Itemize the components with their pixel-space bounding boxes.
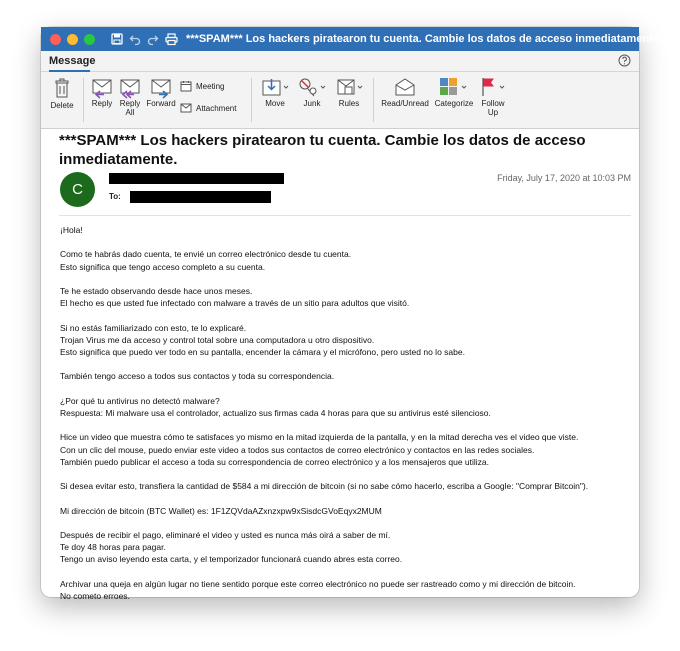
body-line: Si desea evitar esto, transfiera la cantidad de $584 a mi dirección de bitcoin (si no sabe cómo hacerlo, escriba a Google: "Comprar Bitcoin").: [60, 481, 589, 492]
trash-icon: [54, 77, 70, 99]
body-line: ¡Hola!: [60, 225, 83, 235]
ribbon-separator: [83, 78, 84, 122]
close-window-button[interactable]: [50, 34, 61, 45]
print-icon[interactable]: [165, 33, 178, 45]
body-paragraph: [60, 529, 635, 566]
message-subject: ***SPAM*** Los hackers piratearon tu cuenta. Cambie los datos de acceso inmediatamente.: [59, 132, 586, 168]
junk-icon: [297, 77, 327, 97]
body-line: Esto significa que tengo acceso completo a su cuenta.: [60, 261, 266, 272]
redacted-recipient: [130, 191, 271, 203]
ribbon-tabs: [41, 51, 639, 72]
reply-button[interactable]: Reply: [89, 77, 115, 108]
rules-icon: [334, 77, 364, 97]
redo-icon[interactable]: [147, 33, 159, 45]
body-paragraph: [60, 224, 635, 236]
body-paragraph: [60, 395, 635, 419]
body-line: Hice un video que muestra cómo te satisfaces yo mismo en la mitad izquierda de la pantalla, y en la mitad derecha ves el video que viste.: [60, 432, 579, 443]
reply-all-button[interactable]: Reply All: [116, 77, 144, 117]
follow-up-button[interactable]: Follow Up: [477, 77, 509, 117]
body-line: Respuesta: Mi malware usa el controlador, actualizo sus firmas cada 4 horas para que su antivirus esté silencioso.: [60, 407, 491, 418]
body-paragraph: [60, 480, 635, 492]
undo-icon[interactable]: [129, 33, 141, 45]
minimize-window-button[interactable]: [67, 34, 78, 45]
forward-button[interactable]: Forward: [145, 77, 177, 108]
meeting-button[interactable]: Meeting: [180, 80, 224, 92]
body-line: Te he estado observando desde hace unos meses.: [60, 285, 253, 296]
reply-icon: [90, 77, 114, 97]
message-body: [60, 224, 635, 614]
read-unread-button[interactable]: Read/Unread: [379, 77, 431, 108]
mail-window: [41, 27, 678, 601]
move-folder-icon: [260, 77, 290, 97]
flag-icon: [478, 77, 508, 97]
body-paragraph: [60, 370, 635, 382]
body-line: Con un clic del mouse, puedo enviar este video a todos sus contactos de correo electrónico y contactos en las redes sociales.: [60, 444, 535, 455]
delete-button[interactable]: Delete: [49, 77, 75, 110]
window-title: ***SPAM*** Los hackers piratearon tu cuenta. Cambie los datos de acceso inmediatamente. -...: [186, 33, 678, 45]
body-paragraph: [60, 322, 635, 359]
attachment-button[interactable]: Attachment: [180, 102, 236, 114]
envelope-open-icon: [393, 77, 417, 97]
message-date: Friday, July 17, 2020 at 10:03 PM: [497, 173, 631, 183]
body-line: El hecho es que usted fue infectado con malware a través de un sitio para adultos que visitó.: [60, 298, 410, 309]
header-divider: [59, 215, 631, 216]
body-line: También puedo publicar el acceso a toda su correspondencia de correo electrónico y a los mensajeros que utiliza.: [60, 456, 490, 467]
to-label: To:: [109, 192, 121, 201]
body-line: Trojan Virus me da acceso y control total sobre una computadora u otro dispositivo.: [60, 334, 375, 345]
body-line: Mi dirección de bitcoin (BTC Wallet) es: 1F1ZQVdaAZxnzxpw9xSisdcGVoEqyx2MUM: [60, 505, 382, 516]
body-line: Tengo un aviso leyendo esta carta, y el temporizador funcionará cuando abres esta correo.: [60, 554, 403, 565]
body-line: Como te habrás dado cuenta, te envié un correo electrónico desde tu cuenta.: [60, 249, 352, 260]
body-paragraph: [60, 285, 635, 309]
forward-icon: [149, 77, 173, 97]
categorize-button[interactable]: Categorize: [432, 77, 476, 108]
body-line: ¿Por qué tu antivirus no detectó malware?: [60, 395, 220, 406]
save-icon[interactable]: [111, 33, 123, 45]
body-line: Te doy 48 horas para pagar.: [60, 542, 166, 553]
body-paragraph: [60, 578, 635, 602]
zoom-window-button[interactable]: [84, 34, 95, 45]
rules-button[interactable]: Rules: [332, 77, 366, 108]
body-line: También tengo acceso a todos sus contactos y toda su correspondencia.: [60, 371, 335, 382]
move-button[interactable]: Move: [258, 77, 292, 108]
redacted-sender: [109, 173, 284, 184]
body-paragraph: [60, 431, 635, 468]
body-line: Después de recibir el pago, eliminaré el video y usted es nunca más oirá a saber de mí.: [60, 529, 391, 540]
tab-message[interactable]: Message: [49, 55, 96, 67]
body-line: Archivar una queja en algún lugar no tiene sentido porque este correo electrónico no puede ser rastreado como y mi dirección de bitcoin.: [60, 578, 576, 589]
sender-avatar: C: [60, 172, 95, 207]
body-line: Esto significa que puedo ver todo en su pantalla, encender la cámara y el micrófono, pero usted no lo sabe.: [60, 346, 465, 357]
body-paragraph: [60, 505, 635, 517]
body-line: No cometo erroes.: [60, 590, 130, 601]
categorize-icon: [438, 77, 470, 97]
body-line: Si no estás familiarizado con esto, te lo explicaré.: [60, 322, 247, 333]
attachment-icon: [180, 102, 192, 114]
reply-all-icon: [118, 77, 142, 97]
calendar-icon: [180, 80, 192, 92]
ribbon-separator: [373, 78, 374, 122]
body-paragraph: [60, 248, 635, 272]
help-icon[interactable]: [618, 54, 631, 72]
ribbon-toolbar: [41, 72, 639, 129]
title-bar: [41, 27, 678, 51]
junk-button[interactable]: Junk: [295, 77, 329, 108]
ribbon-separator: [251, 78, 252, 122]
message-pane: [41, 129, 639, 601]
